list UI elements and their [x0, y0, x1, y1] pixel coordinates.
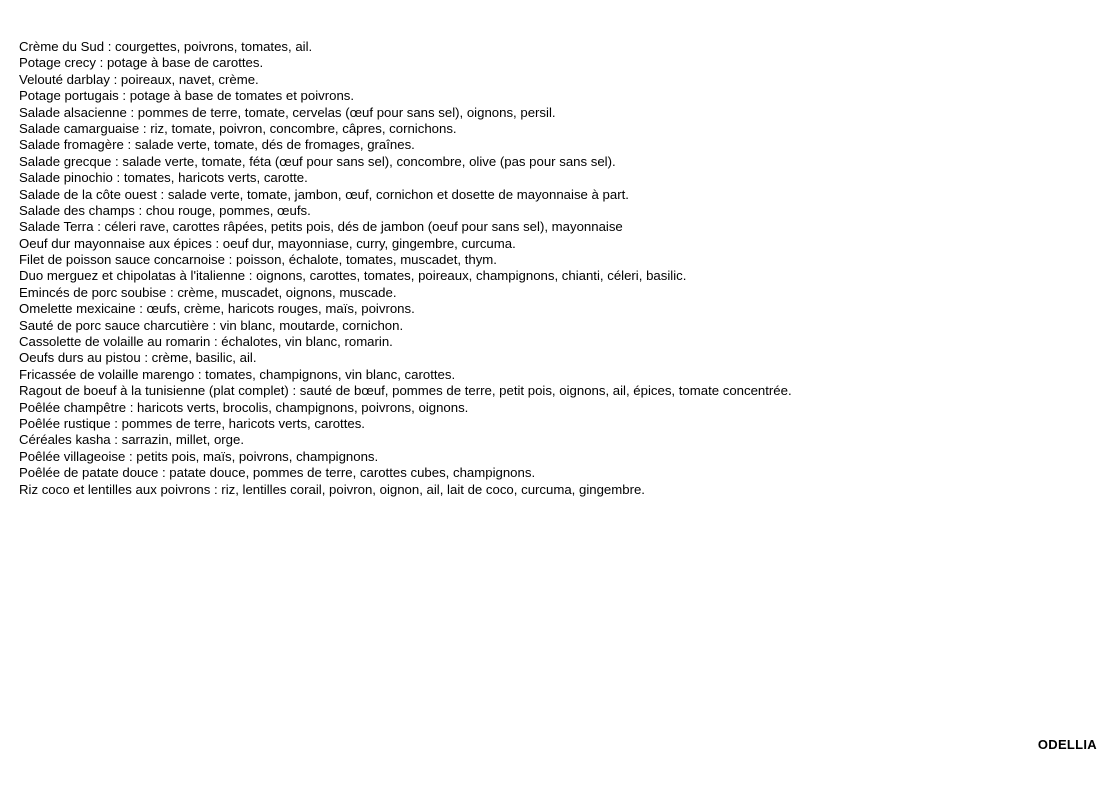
dish-line: Salade pinochio : tomates, haricots verts, carotte.: [19, 170, 308, 186]
dish-line: Salade fromagère : salade verte, tomate, dés de fromages, graînes.: [19, 137, 415, 153]
dish-line: Potage crecy : potage à base de carottes.: [19, 55, 264, 71]
dish-line: Duo merguez et chipolatas à l'italienne : oignons, carottes, tomates, poireaux, champignons, chianti, céleri, basilic.: [19, 268, 687, 284]
dish-line: Salade des champs : chou rouge, pommes, œufs.: [19, 202, 311, 218]
dish-line: Emincés de porc soubise : crème, muscadet, oignons, muscade.: [19, 284, 397, 300]
dish-line: Fricassée de volaille marengo : tomates, champignons, vin blanc, carottes.: [19, 366, 456, 382]
dish-list: [19, 39, 1099, 498]
dish-line: Salade grecque : salade verte, tomate, féta (œuf pour sans sel), concombre, olive (pas pour sans sel).: [19, 153, 616, 169]
dish-line: Sauté de porc sauce charcutière : vin blanc, moutarde, cornichon.: [19, 317, 404, 333]
dish-line: Salade de la côte ouest : salade verte, tomate, jambon, œuf, cornichon et dosette de mayonnaise à part.: [19, 186, 629, 202]
dish-line: Salade Terra : céleri rave, carottes râpées, petits pois, dés de jambon (oeuf pour sans sel), mayonnaise: [19, 219, 623, 235]
brand-name: ODELLIA: [1037, 737, 1097, 752]
dish-line: Cassolette de volaille au romarin : échalotes, vin blanc, romarin.: [19, 334, 393, 350]
dish-line: Oeufs durs au pistou : crème, basilic, ail.: [19, 350, 257, 366]
dish-line: Poêlée villageoise : petits pois, maïs, poivrons, champignons.: [19, 448, 379, 464]
dish-line: Ragout de boeuf à la tunisienne (plat complet) : sauté de bœuf, pommes de terre, petit pois, oignons, ail, épices, tomate concentrée.: [19, 383, 792, 399]
dish-line: Poêlée champêtre : haricots verts, brocolis, champignons, poivrons, oignons.: [19, 399, 469, 415]
dish-line: Salade camarguaise : riz, tomate, poivron, concombre, câpres, cornichons.: [19, 120, 457, 136]
dish-line: Poêlée de patate douce : patate douce, pommes de terre, carottes cubes, champignons.: [19, 465, 536, 481]
dish-line: Omelette mexicaine : œufs, crème, haricots rouges, maïs, poivrons.: [19, 301, 415, 317]
dish-line: Céréales kasha : sarrazin, millet, orge.: [19, 432, 245, 448]
dish-line: Oeuf dur mayonnaise aux épices : oeuf dur, mayonniase, curry, gingembre, curcuma.: [19, 235, 516, 251]
dish-line: Riz coco et lentilles aux poivrons : riz, lentilles corail, poivron, oignon, ail, lait de coco, curcuma, gingembre.: [19, 481, 645, 497]
dish-line: Velouté darblay : poireaux, navet, crème.: [19, 71, 259, 87]
dish-line: Salade alsacienne : pommes de terre, tomate, cervelas (œuf pour sans sel), oignons, persil.: [19, 104, 556, 120]
dish-line: Poêlée rustique : pommes de terre, haricots verts, carottes.: [19, 415, 365, 431]
dish-line: Filet de poisson sauce concarnoise : poisson, échalote, tomates, muscadet, thym.: [19, 252, 497, 268]
dish-line: Potage portugais : potage à base de tomates et poivrons.: [19, 88, 355, 104]
dish-line: Crème du Sud : courgettes, poivrons, tomates, ail.: [19, 39, 313, 54]
